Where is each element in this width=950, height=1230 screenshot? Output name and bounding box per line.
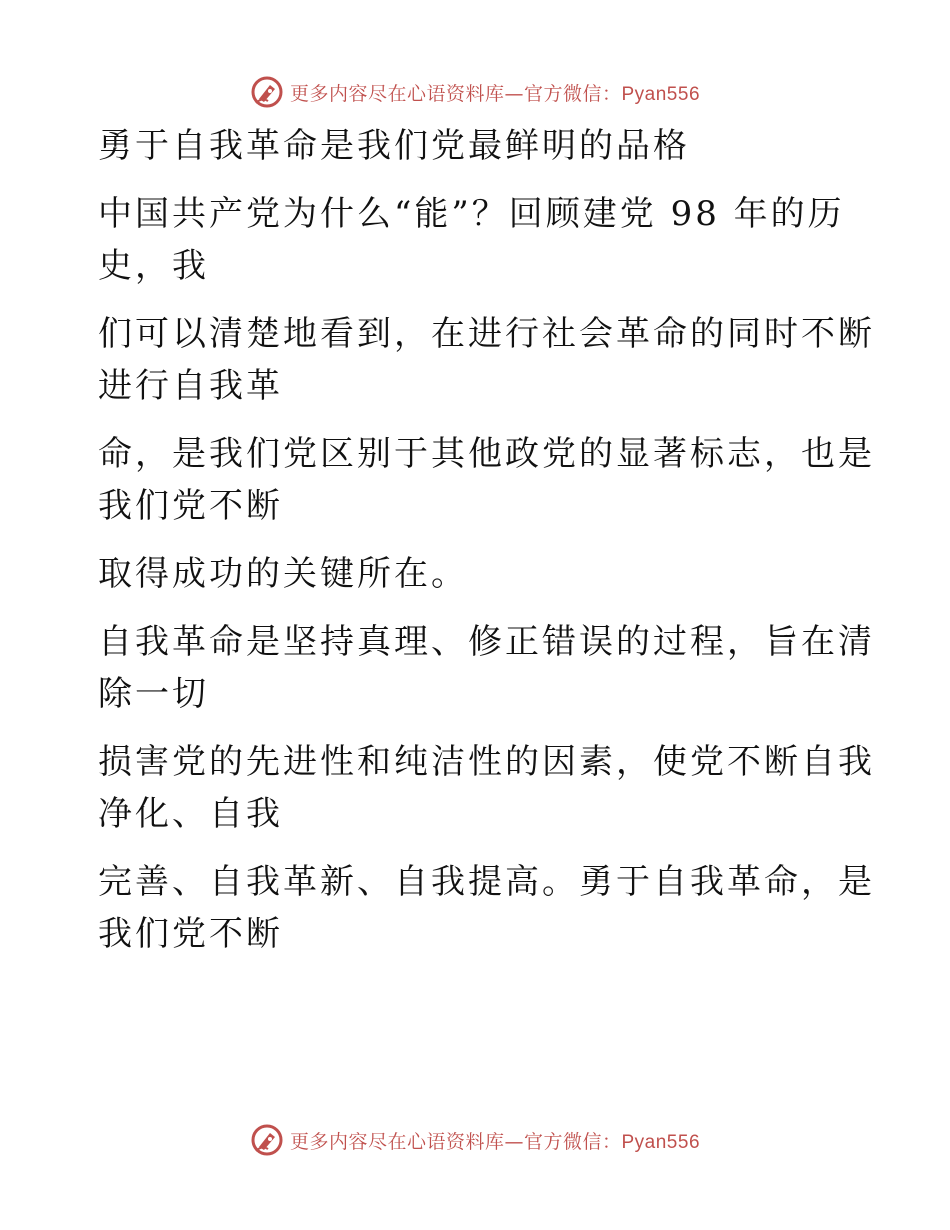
watermark-text [290, 79, 700, 106]
text-line-13: 我们党不断 [98, 914, 283, 954]
pen-nib-logo-icon [250, 75, 284, 109]
watermark-site-name: 更多内容尽在心语资料库 [289, 82, 505, 105]
watermark-separator: — [504, 82, 524, 105]
text-line-8: 自我革命是坚持真理、修正错误的过程，旨在清 [98, 622, 875, 662]
text-line-1: 中国共产党为什么“能”？回顾建党 98 年的历 [98, 194, 845, 234]
header-watermark [0, 72, 950, 112]
document-body [98, 120, 875, 960]
text-line-11: 净化、自我 [98, 794, 283, 834]
text-line-9: 除一切 [98, 674, 209, 714]
watermark-contact: 官方微信：Pyan556 [524, 1131, 701, 1153]
text-line-2: 史，我 [98, 246, 209, 286]
text-line-7: 取得成功的关键所在。 [98, 554, 468, 594]
text-line-4: 进行自我革 [98, 366, 283, 406]
watermark-separator: — [504, 1130, 524, 1153]
text-line-3: 们可以清楚地看到，在进行社会革命的同时不断 [98, 314, 875, 354]
pen-nib-logo-icon [250, 1123, 284, 1157]
text-line-12: 完善、自我革新、自我提高。勇于自我革命，是 [98, 862, 875, 902]
footer-watermark [0, 1120, 950, 1160]
text-line-5: 命，是我们党区别于其他政党的显著标志，也是 [98, 434, 875, 474]
text-line-10: 损害党的先进性和纯洁性的因素，使党不断自我 [98, 742, 875, 782]
watermark-site-name: 更多内容尽在心语资料库 [289, 1130, 505, 1153]
watermark-text [290, 1127, 700, 1154]
watermark-contact: 官方微信：Pyan556 [524, 83, 701, 105]
text-line-6: 我们党不断 [98, 486, 283, 526]
document-title: 勇于自我革命是我们党最鲜明的品格 [98, 126, 690, 166]
